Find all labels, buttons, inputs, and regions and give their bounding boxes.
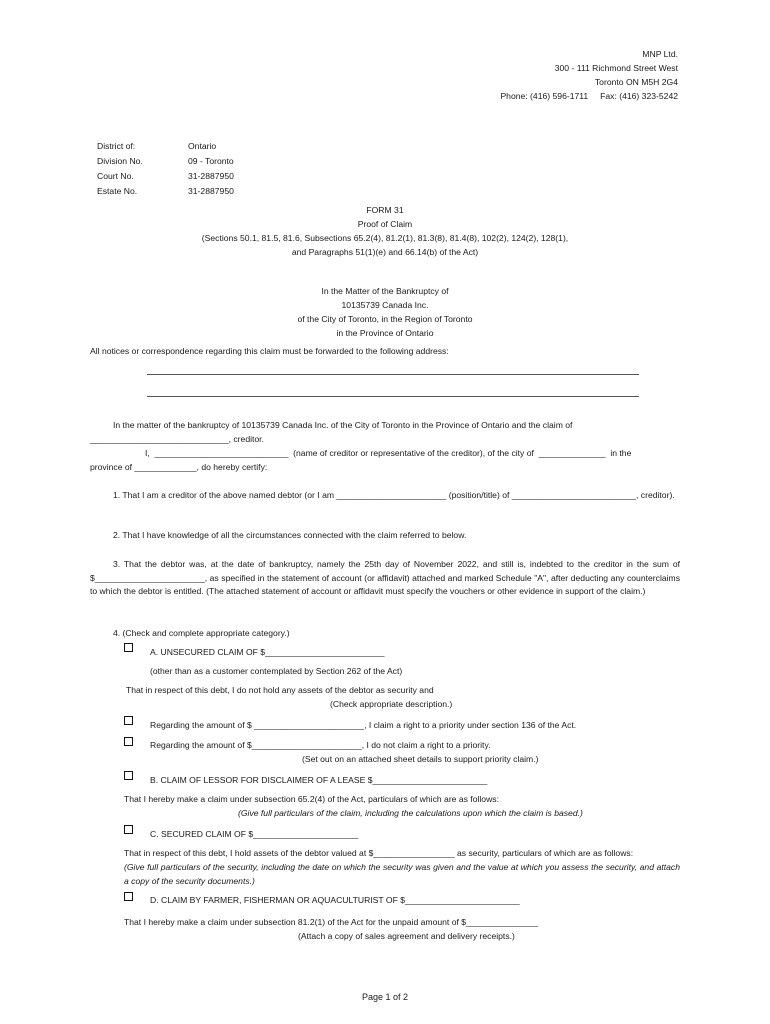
claim-a-priority-checkbox[interactable]	[124, 716, 133, 725]
claim-d-note2: (Attach a copy of sales agreement and delivery receipts.)	[298, 931, 515, 941]
intro-line3: I, ____________________________ (name of creditor or representative of the creditor), of the city of ______________ in the	[145, 448, 632, 458]
matter-line1: In the Matter of the Bankruptcy of	[321, 286, 449, 296]
claim-a-option-priority: Regarding the amount of $ _______________________, I claim a right to a priority under section 136 of the Act.	[150, 720, 577, 730]
case-value-division: 09 - Toronto	[188, 156, 234, 166]
case-label-estate: Estate No.	[97, 186, 138, 196]
letterhead	[500, 47, 678, 103]
case-value-district: Ontario	[188, 141, 217, 151]
form-header	[0, 203, 770, 259]
intro-line1: In the matter of the bankruptcy of 10135739 Canada Inc. of the City of Toronto in the Province of Ontario and the claim of	[113, 420, 573, 430]
claim-b-note1: That I hereby make a claim under subsection 65.2(4) of the Act, particulars of which are as follows:	[124, 794, 499, 804]
company-contact: Phone: (416) 596-1711 Fax: (416) 323-5242	[500, 91, 678, 101]
claim-a-label: A. UNSECURED CLAIM OF $_________________________	[150, 647, 385, 657]
matter-line4: in the Province of Ontario	[336, 328, 434, 338]
company-address-line1: 300 - 111 Richmond Street West	[554, 63, 678, 73]
intro-line2: _____________________________, creditor.	[90, 434, 264, 444]
claim-a-note1: That in respect of this debt, I do not hold any assets of the debtor as security and	[126, 685, 434, 695]
case-label-district: District of:	[97, 141, 136, 151]
claim-d-note1: That I hereby make a claim under subsection 81.2(1) of the Act for the unpaid amount of $_______________	[124, 917, 538, 927]
claim-a-no-priority-checkbox[interactable]	[124, 737, 133, 746]
claim-a-checkbox[interactable]	[124, 643, 133, 652]
item-4: 4. (Check and complete appropriate category.)	[113, 628, 290, 638]
address-line-2[interactable]	[147, 396, 639, 397]
claim-d-label: D. CLAIM BY FARMER, FISHERMAN OR AQUACULTURIST OF $________________________	[150, 895, 520, 905]
claim-d-checkbox[interactable]	[124, 892, 133, 901]
claim-a-option-no-priority: Regarding the amount of $_______________________, I do not claim a right to a priority.	[150, 740, 491, 750]
claim-a-option-note: (Set out on an attached sheet details to support priority claim.)	[302, 754, 539, 764]
company-name: MNP Ltd.	[642, 49, 678, 59]
intro-line4: province of _____________, do hereby certify:	[90, 462, 268, 472]
claim-c-label: C. SECURED CLAIM OF $______________________	[150, 829, 359, 839]
item-2: 2. That I have knowledge of all the circumstances connected with the claim referred to below.	[113, 530, 467, 540]
form-sections-line2: and Paragraphs 51(1)(e) and 66.14(b) of the Act)	[291, 247, 479, 257]
matter-heading	[0, 284, 770, 340]
item-3: 3. That the debtor was, at the date of bankruptcy, namely the 25th day of November 2022, and still is, indebted to the creditor in the sum of $_______________________, as specified in the statement of account (or affidavit) attached and marked Schedule "A", after deducting any counterclaims to which the debtor is entitled. (The attached statement of account or affidavit must specify the vouchers or other evidence in support of the claim.)	[90, 559, 680, 596]
claim-c-note1: That in respect of this debt, I hold assets of the debtor valued at $_________________ as security, particulars of which are as follows:	[124, 848, 634, 858]
matter-line3: of the City of Toronto, in the Region of Toronto	[297, 314, 473, 324]
company-address-line2: Toronto ON M5H 2G4	[594, 77, 678, 87]
notices-text: All notices or correspondence regarding this claim must be forwarded to the following address:	[90, 346, 449, 356]
claim-c-checkbox[interactable]	[124, 825, 133, 834]
claim-b-checkbox[interactable]	[124, 771, 133, 780]
item-1: 1. That I am a creditor of the above named debtor (or I am _______________________ (position/title) of __________________________, creditor).	[113, 490, 675, 500]
form-sections-line1: (Sections 50.1, 81.5, 81.6, Subsections 65.2(4), 81.2(1), 81.3(8), 81.4(8), 102(2), 124(2), 128(1),	[201, 233, 569, 243]
case-label-division: Division No.	[97, 156, 143, 166]
form-title: Proof of Claim	[357, 219, 413, 229]
claim-c-note2: (Give full particulars of the security, including the date on which the security was given and the value at which you assess the security, and attach a copy of the security documents.)	[124, 862, 680, 886]
claim-b-label: B. CLAIM OF LESSOR FOR DISCLAIMER OF A LEASE $________________________	[150, 775, 488, 785]
claim-a-sub: (other than as a customer contemplated by Section 262 of the Act)	[150, 666, 403, 676]
case-label-court: Court No.	[97, 171, 134, 181]
form-number: FORM 31	[366, 205, 404, 215]
address-line-1[interactable]	[147, 374, 639, 375]
claim-a-note2: (Check appropriate description.)	[330, 699, 453, 709]
case-value-estate: 31-2887950	[188, 186, 234, 196]
claim-b-note2: (Give full particulars of the claim, including the calculations upon which the claim is based.)	[238, 808, 583, 818]
page-number: Page 1 of 2	[361, 992, 409, 1002]
matter-line2: 10135739 Canada Inc.	[341, 300, 429, 310]
case-value-court: 31-2887950	[188, 171, 234, 181]
